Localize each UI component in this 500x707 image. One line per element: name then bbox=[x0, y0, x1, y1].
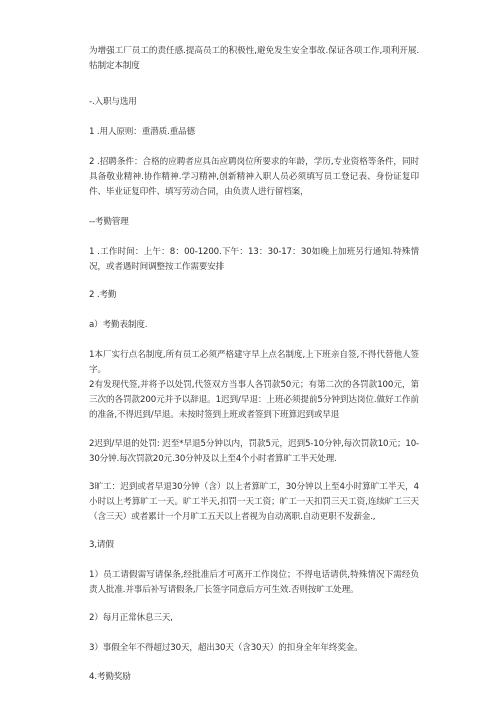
onboarding-item-requirements: 2 .招聘条件：合格的应聘者应具缶应聘岗位所要求的年龄，学历,专业资格等条件，同时具备敬业精神.协作精神.学习精神,创新精神入职人员必须填写员工登记表、身份证复印件、毕业证复印件、填写劳动合同，由负责人进行留档案， bbox=[89, 157, 419, 197]
section-heading-attendance-reward: 4.考勤奖励 bbox=[89, 672, 131, 682]
leave-rule-rest-days: 2）每月正常休息三天, bbox=[89, 613, 173, 623]
attendance-rule-proxy-signing: 2有发现代签,并将予以处罚,代签双方当事人各罚款50元；有第二次的各罚款100元，第三次的各罚款200元并予以辞退。1迟到/早退：上班必须提前5分钟到达岗位.做好工作前的准备,不得迟到/早退。未按时签到上班或者签到下班算迟到或早退 bbox=[89, 380, 419, 420]
attendance-subheading: 2 .考勤 bbox=[89, 290, 117, 300]
leave-rule-personal-leave: 3）事假全年不得超过30天，超出30天（含30天）的扣身全年年终奖金。 bbox=[89, 643, 363, 653]
attendance-rule-roll-call: 1本厂实行点名制度,所有员工必须严格建守早上点名制度,上下班亲自签,不得代替他人签字。 bbox=[89, 350, 419, 375]
intro-paragraph: 为增强工厂员工的责任感.提高员工的积极性,避免发生安全事故.保证各项工作,项利开展.牯制定本制度 bbox=[89, 46, 419, 71]
onboarding-item-principle: 1 .用人原则：重潜质.重品德 bbox=[89, 127, 195, 137]
attendance-item-work-hours: 1 .工作时间：上午：8：00-1200.下午：13：30-17：30如晚上加班另行通知.特殊情况，或者遇时间调整按工作需要安排 bbox=[89, 247, 419, 272]
section-heading-leave: 3,请假 bbox=[89, 540, 114, 550]
section-heading-attendance: --考勤管理 bbox=[89, 217, 129, 227]
attendance-rule-late-penalty: 2迟到/早退的处罚: 迟至*早退5分钟以内，罚款5元，迟到5-10分钟,每次罚款10元；10-30分钟.每次罚款20元.30分钟及以上至4个小时者算旷工半天处理. bbox=[89, 439, 419, 464]
attendance-table-rule-title: a）考勤表制度. bbox=[89, 320, 148, 330]
leave-rule-request: 1）员工请假需写请保条,经批准后才可离开工作岗位；不得电话请供,特殊情况下需经负责人批准.并事后补写请假条,厂长签字同意后方可生效.否则按旷工处理。 bbox=[89, 570, 419, 595]
section-heading-onboarding: -.入职与选用 bbox=[89, 97, 137, 107]
attendance-rule-absenteeism: 3旷工：迟到或者早退30分钟（含）以上者算旷工，30分钟以上至4小时算旷工半天，4小时以上考算旷工一天。旷工半天,扣罚一天工资；旷工一天扣罚三天工资,连续旷工三天（含三天）或者累计一个月旷工五天以上者视为自动离职.自动更职不发薪金., bbox=[89, 482, 419, 522]
